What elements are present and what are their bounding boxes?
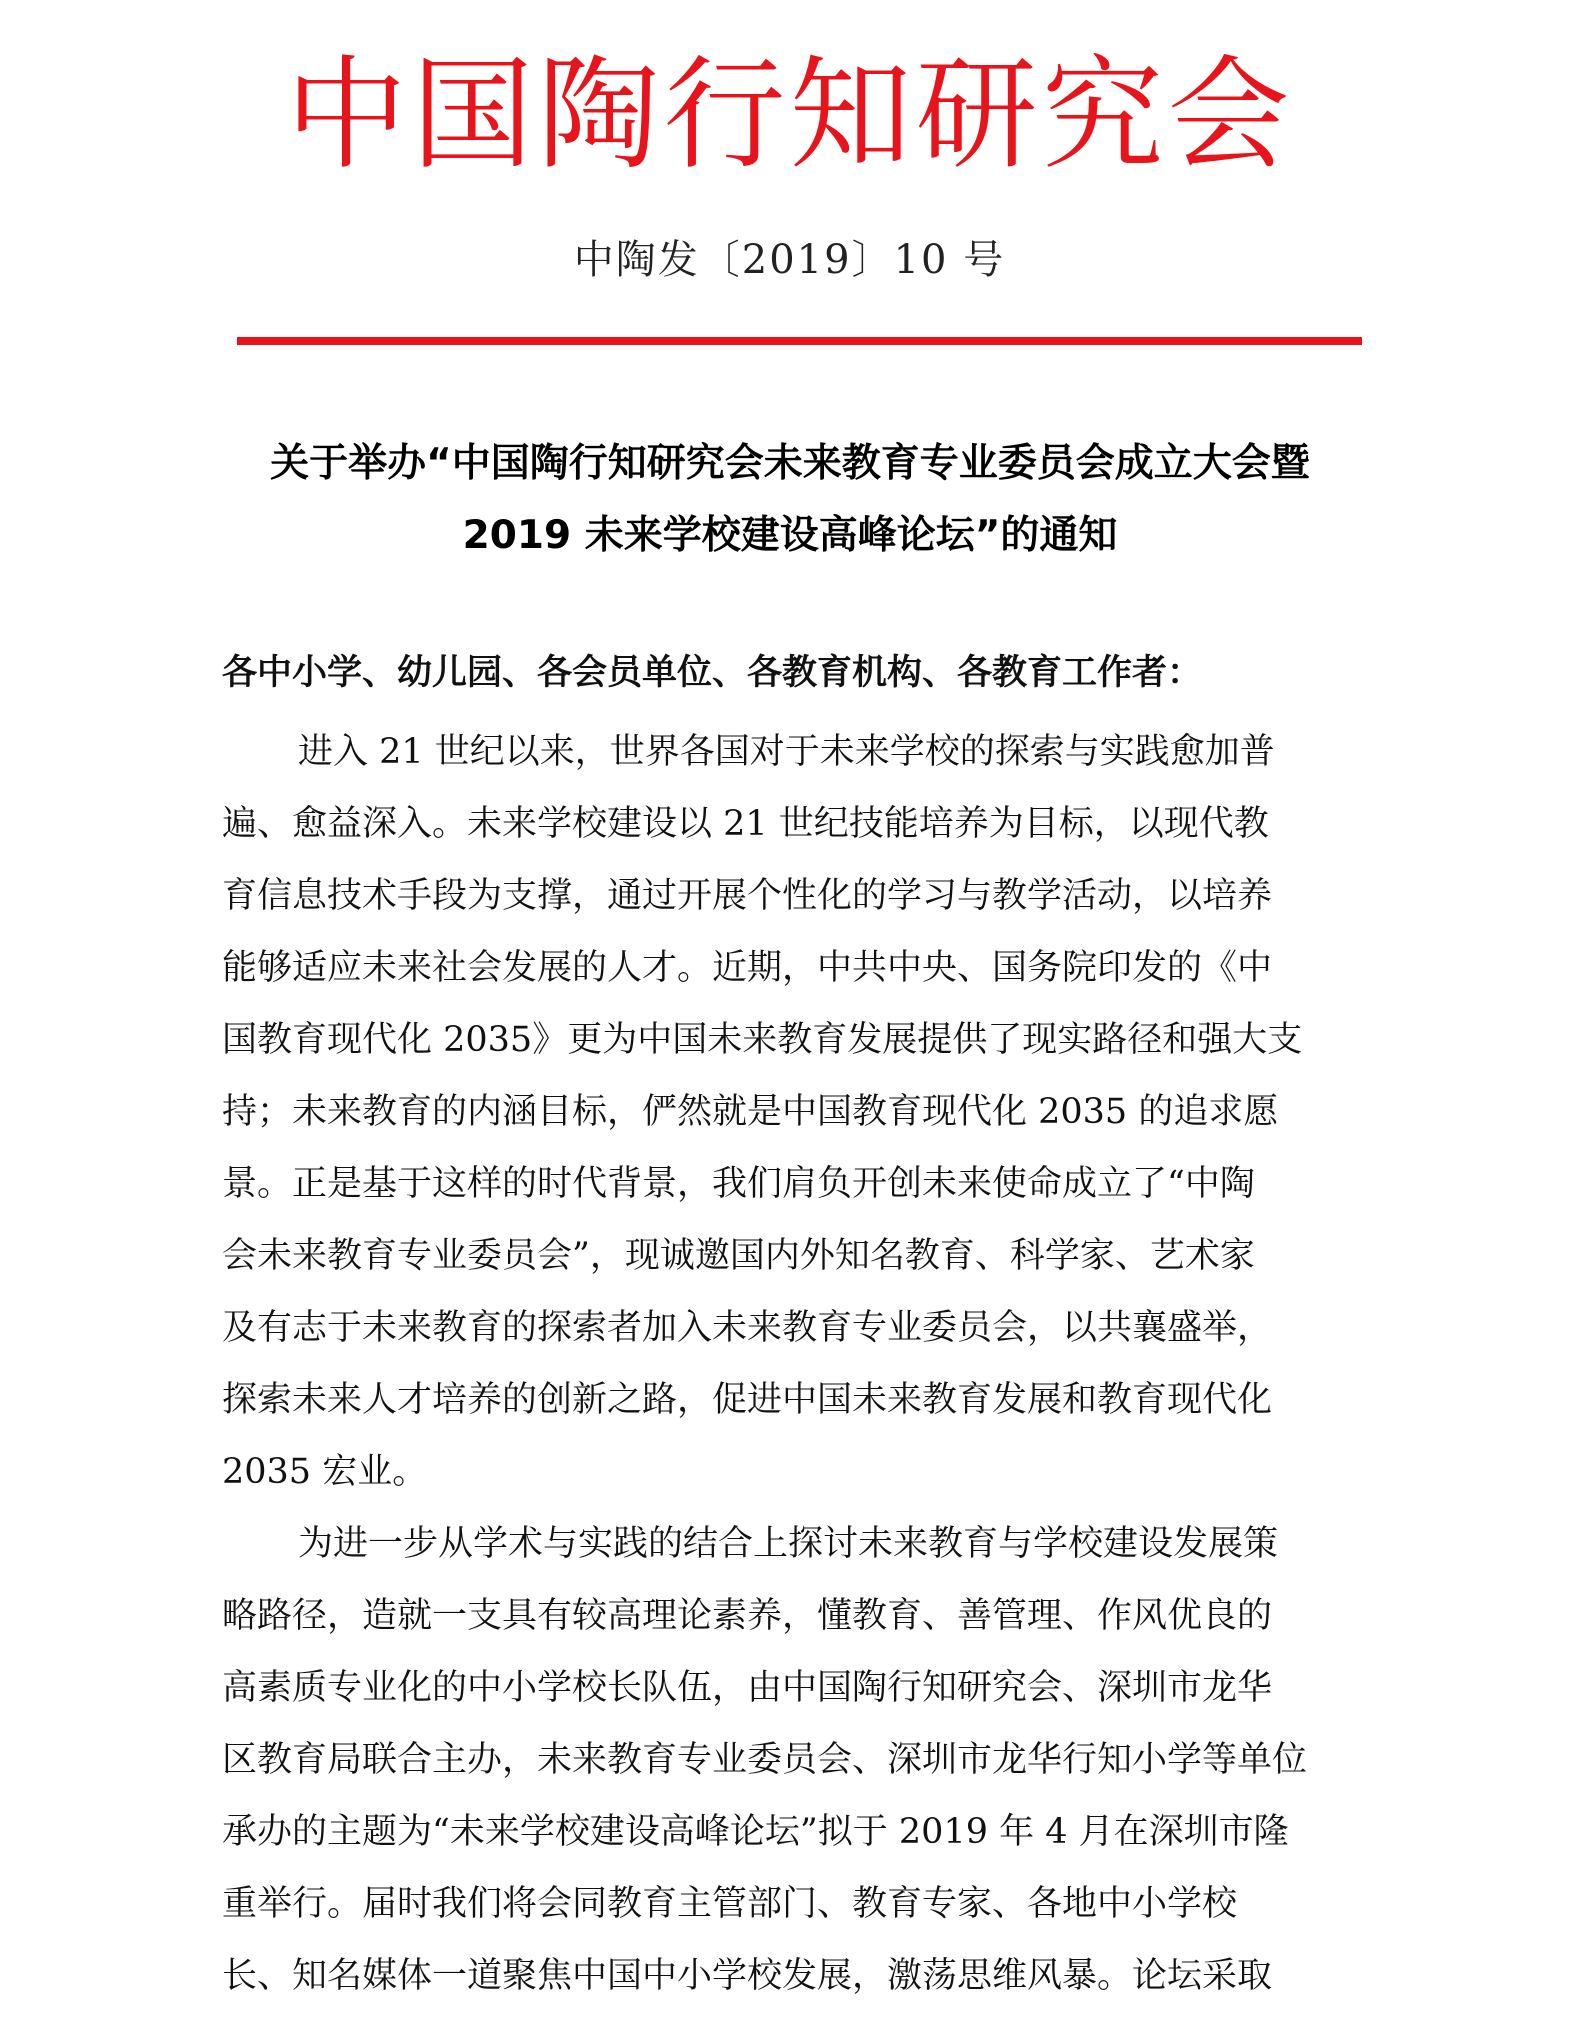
notice-title-line: 关于举办“中国陶行知研究会未来教育专业委员会成立大会暨: [270, 441, 1310, 486]
text-line: 进入 21 世纪以来，世界各国对于未来学校的探索与实践愈加普: [298, 732, 1275, 772]
text-line: 探索未来人才培养的创新之路，促进中国未来教育发展和教育现代化: [222, 1380, 1273, 1420]
text-line: 高素质专业化的中小学校长队伍，由中国陶行知研究会、深圳市龙华: [222, 1668, 1273, 1708]
text-line: 遍、愈益深入。未来学校建设以 21 世纪技能培养为目标，以现代教: [222, 804, 1269, 844]
text-line: 及有志于未来教育的探索者加入未来教育专业委员会，以共襄盛举，: [222, 1308, 1273, 1348]
text-line: 国教育现代化 2035》更为中国未来教育发展提供了现实路径和强大支: [222, 1020, 1303, 1060]
text-line: 长、知名媒体一道聚焦中国中小学校发展，激荡思维风暴。论坛采取: [222, 1956, 1273, 1996]
notice-title-line: 2019 未来学校建设高峰论坛”的通知: [462, 513, 1118, 558]
notice-body: [222, 716, 1362, 2012]
text-line: 会未来教育专业委员会”，现诚邀国内外知名教育、科学家、艺术家: [222, 1236, 1255, 1276]
text-line: 略路径，造就一支具有较高理论素养，懂教育、善管理、作风优良的: [222, 1596, 1273, 1636]
text-line: 区教育局联合主办，未来教育专业委员会、深圳市龙华行知小学等单位: [222, 1740, 1308, 1780]
document-number: 中陶发〔2019〕10 号: [573, 237, 1006, 283]
text-line: 景。正是基于这样的时代背景，我们肩负开创未来使命成立了“中陶: [222, 1164, 1255, 1204]
text-line: 2035 宏业。: [222, 1452, 428, 1492]
salutation: 各中小学、幼儿园、各会员单位、各教育机构、各教育工作者：: [222, 652, 1203, 693]
text-line: 能够适应未来社会发展的人才。近期，中共中央、国务院印发的《中: [222, 948, 1273, 988]
text-line: 为进一步从学术与实践的结合上探讨未来教育与学校建设发展策: [298, 1524, 1279, 1564]
red-divider-line: [237, 337, 1362, 345]
text-line: 育信息技术手段为支撑，通过开展个性化的学习与教学活动，以培养: [222, 876, 1273, 916]
paragraph-2: [222, 1508, 1362, 2012]
org-name-header: 中国陶行知研究会: [285, 44, 1294, 186]
paragraph-1: [222, 716, 1362, 1508]
text-line: 重举行。届时我们将会同教育主管部门、教育专家、各地中小学校: [222, 1884, 1238, 1924]
text-line: 持；未来教育的内涵目标，俨然就是中国教育现代化 2035 的追求愿: [222, 1092, 1279, 1132]
text-line: 承办的主题为“未来学校建设高峰论坛”拟于 2019 年 4 月在深圳市隆: [222, 1812, 1289, 1852]
notice-title: [180, 428, 1400, 572]
